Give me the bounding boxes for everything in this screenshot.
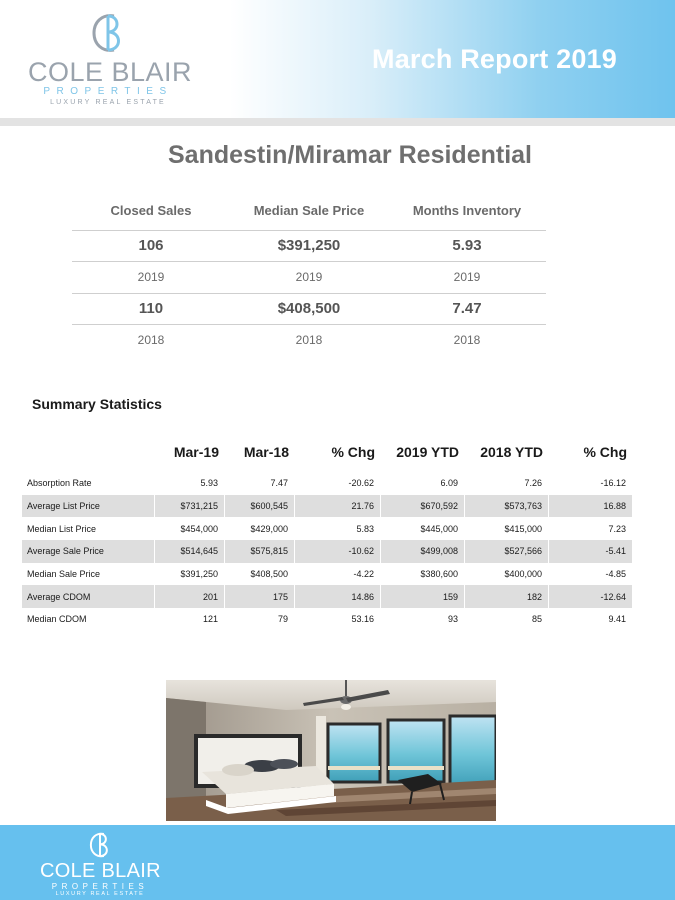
months-inventory-value: 5.93	[452, 237, 482, 254]
summary-statistics-table	[22, 438, 632, 631]
cell: $573,763	[464, 495, 548, 518]
cell: $514,645	[154, 540, 224, 563]
header-median-sale-price: Median Sale Price	[253, 203, 365, 218]
cell: $600,545	[224, 495, 294, 518]
table-row	[22, 540, 632, 563]
cell: 79	[224, 608, 294, 631]
cell: 5.93	[154, 472, 224, 495]
cell: 85	[464, 608, 548, 631]
brand-tagline: LUXURY REAL ESTATE	[55, 891, 145, 897]
closed-sales-value: 110	[138, 300, 164, 317]
cell: -4.22	[294, 563, 380, 586]
table-row	[22, 495, 632, 518]
summary-heading: Summary Statistics	[32, 396, 162, 412]
cell: -5.41	[548, 540, 632, 563]
year-label: 2019	[295, 270, 323, 284]
col-header: % Chg	[583, 444, 627, 460]
row-label: Average List Price	[22, 495, 154, 518]
cell: -4.85	[548, 563, 632, 586]
cell: $575,815	[224, 540, 294, 563]
key-metrics-year-2019	[72, 262, 546, 293]
year-label: 2018	[453, 333, 481, 347]
cb-monogram-icon	[86, 830, 114, 860]
footer-logo	[40, 830, 160, 898]
row-label: Median Sale Price	[27, 569, 101, 580]
cell: 5.83	[294, 517, 380, 540]
row-label: Average Sale Price	[22, 540, 154, 563]
table-row	[22, 585, 632, 608]
cell: $499,008	[380, 540, 464, 563]
median-sale-price-value: $391,250	[277, 237, 341, 254]
bedroom-photo	[166, 680, 496, 821]
table-row	[22, 472, 632, 495]
cell: 182	[464, 585, 548, 608]
cell: 53.16	[294, 608, 380, 631]
cell: -20.62	[294, 472, 380, 495]
key-metrics-table	[72, 198, 546, 356]
cell: 21.76	[294, 495, 380, 518]
col-header: 2018 YTD	[480, 444, 543, 460]
cell: $415,000	[464, 517, 548, 540]
cell: $391,250	[154, 563, 224, 586]
report-title: March Report 2019	[372, 44, 617, 74]
cell: 93	[380, 608, 464, 631]
cell: 159	[380, 585, 464, 608]
cell: $527,566	[464, 540, 548, 563]
row-label: Median List Price	[27, 523, 97, 534]
row-label: Absorption Rate	[27, 478, 92, 489]
cb-monogram-icon	[88, 10, 128, 56]
key-metrics-header	[72, 198, 546, 230]
brand-name: COLE BLAIR	[40, 860, 161, 882]
cell: $731,215	[154, 495, 224, 518]
table-row	[22, 563, 632, 586]
cell: -12.64	[548, 585, 632, 608]
brand-sub: PROPERTIES	[51, 882, 149, 891]
col-header: 2019 YTD	[396, 444, 459, 460]
brand-logo	[28, 10, 193, 107]
cell: 9.41	[548, 608, 632, 631]
row-label: Median CDOM	[27, 614, 87, 625]
page-title: Sandestin/Miramar Residential	[167, 141, 532, 169]
median-sale-price-value: $408,500	[277, 300, 341, 317]
summary-header-row	[22, 438, 632, 466]
cell: 7.26	[464, 472, 548, 495]
cell: 175	[224, 585, 294, 608]
header-spacer	[22, 438, 154, 466]
year-label: 2019	[453, 270, 481, 284]
cell: $429,000	[224, 517, 294, 540]
year-label: 2018	[295, 333, 323, 347]
row-label: Average CDOM	[22, 585, 154, 608]
key-metrics-year-2018	[72, 325, 546, 356]
cell: $408,500	[224, 563, 294, 586]
key-metrics-row-2018	[72, 294, 546, 324]
bedroom-image	[166, 680, 496, 821]
cell: 6.09	[380, 472, 464, 495]
cell: $380,600	[380, 563, 464, 586]
col-header: % Chg	[331, 444, 375, 460]
table-row	[22, 608, 632, 631]
cell: $445,000	[380, 517, 464, 540]
months-inventory-value: 7.47	[452, 300, 482, 317]
year-label: 2019	[137, 270, 165, 284]
col-header: Mar-19	[173, 444, 219, 460]
col-header: Mar-18	[243, 444, 289, 460]
cell: $400,000	[464, 563, 548, 586]
cell: 7.23	[548, 517, 632, 540]
key-metrics-row-2019	[72, 231, 546, 261]
header-months-inventory: Months Inventory	[412, 203, 522, 218]
cell: 201	[154, 585, 224, 608]
cell: $670,592	[380, 495, 464, 518]
header-divider	[0, 118, 675, 126]
cell: 14.86	[294, 585, 380, 608]
cell: 7.47	[224, 472, 294, 495]
cell: -16.12	[548, 472, 632, 495]
brand-name: COLE BLAIR	[28, 57, 193, 87]
cell: -10.62	[294, 540, 380, 563]
header-closed-sales: Closed Sales	[110, 203, 192, 218]
year-label: 2018	[137, 333, 165, 347]
cell: 121	[154, 608, 224, 631]
brand-tagline: LUXURY REAL ESTATE	[50, 99, 166, 106]
table-row	[22, 517, 632, 540]
cell: 16.88	[548, 495, 632, 518]
brand-sub: PROPERTIES	[43, 86, 173, 97]
cell: $454,000	[154, 517, 224, 540]
closed-sales-value: 106	[138, 237, 164, 254]
